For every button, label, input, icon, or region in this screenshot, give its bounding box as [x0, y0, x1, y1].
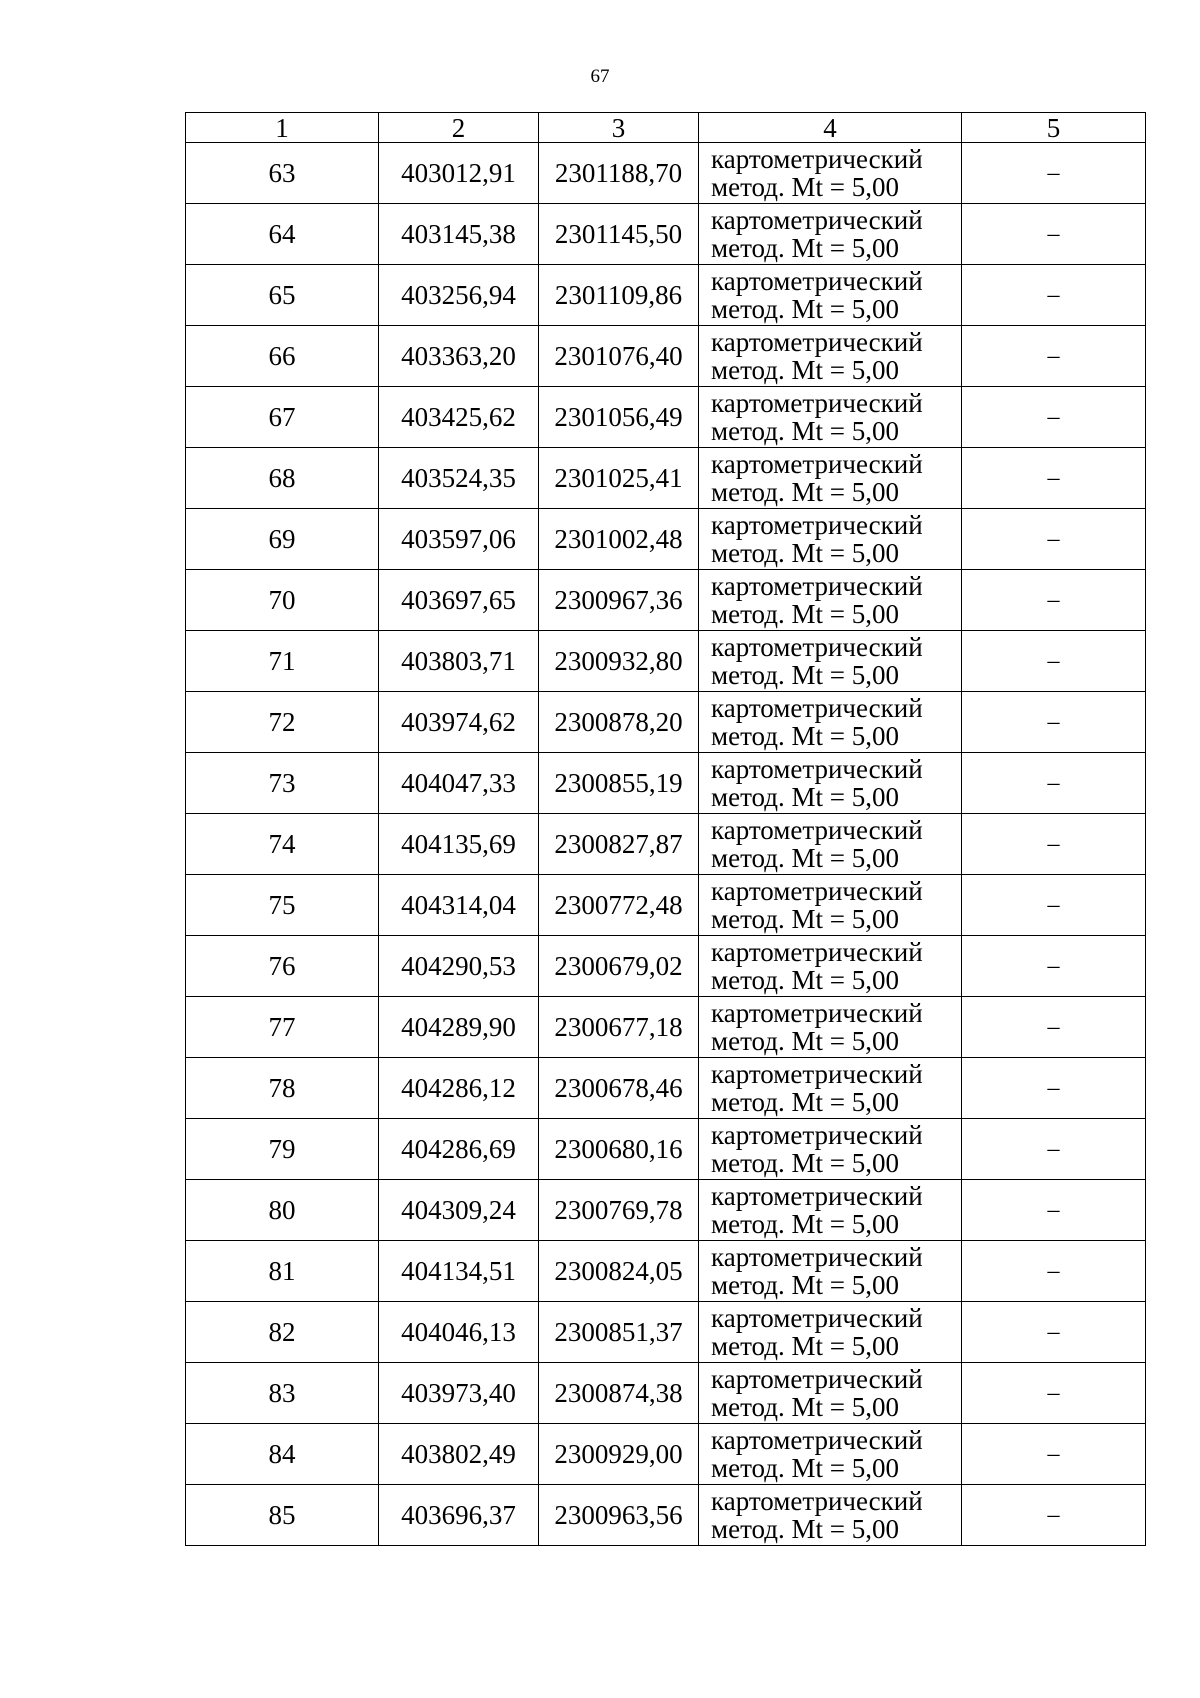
x-coordinate-cell: 403696,37	[379, 1485, 539, 1546]
column-5-cell: –	[962, 692, 1146, 753]
table-row	[186, 1485, 1146, 1546]
y-coordinate-cell: 2300772,48	[539, 875, 699, 936]
table-row	[186, 387, 1146, 448]
column-5-cell: –	[962, 326, 1146, 387]
method-accuracy: метод. Mt = 5,00	[711, 1148, 899, 1178]
point-number-cell: 80	[186, 1180, 379, 1241]
y-coordinate-cell: 2300963,56	[539, 1485, 699, 1546]
method-name: картометрический	[711, 510, 923, 540]
table-row	[186, 692, 1146, 753]
table-row	[186, 265, 1146, 326]
method-cell	[699, 936, 962, 997]
point-number-cell: 63	[186, 143, 379, 204]
table-row	[186, 631, 1146, 692]
y-coordinate-cell: 2300874,38	[539, 1363, 699, 1424]
point-number-cell: 70	[186, 570, 379, 631]
method-accuracy: метод. Mt = 5,00	[711, 172, 899, 202]
method-accuracy: метод. Mt = 5,00	[711, 477, 899, 507]
method-cell	[699, 326, 962, 387]
y-coordinate-cell: 2300678,46	[539, 1058, 699, 1119]
column-5-cell: –	[962, 509, 1146, 570]
table-row	[186, 875, 1146, 936]
x-coordinate-cell: 403363,20	[379, 326, 539, 387]
column-5-cell: –	[962, 1180, 1146, 1241]
method-name: картометрический	[711, 144, 923, 174]
method-cell	[699, 1485, 962, 1546]
column-5-cell: –	[962, 997, 1146, 1058]
column-5-cell: –	[962, 448, 1146, 509]
page-number: 67	[590, 66, 610, 87]
column-5-cell: –	[962, 1302, 1146, 1363]
method-name: картометрический	[711, 571, 923, 601]
table-row	[186, 936, 1146, 997]
point-number-cell: 64	[186, 204, 379, 265]
x-coordinate-cell: 404309,24	[379, 1180, 539, 1241]
method-cell	[699, 1180, 962, 1241]
column-5-cell: –	[962, 387, 1146, 448]
method-accuracy: метод. Mt = 5,00	[711, 1026, 899, 1056]
method-accuracy: метод. Mt = 5,00	[711, 965, 899, 995]
table-row	[186, 570, 1146, 631]
method-cell	[699, 509, 962, 570]
table-body	[186, 143, 1146, 1546]
method-name: картометрический	[711, 815, 923, 845]
column-header: 5	[962, 113, 1146, 143]
coordinates-table	[185, 112, 1146, 1546]
x-coordinate-cell: 404286,69	[379, 1119, 539, 1180]
method-accuracy: метод. Mt = 5,00	[711, 416, 899, 446]
point-number-cell: 83	[186, 1363, 379, 1424]
column-5-cell: –	[962, 936, 1146, 997]
point-number-cell: 85	[186, 1485, 379, 1546]
point-number-cell: 66	[186, 326, 379, 387]
method-accuracy: метод. Mt = 5,00	[711, 538, 899, 568]
y-coordinate-cell: 2301056,49	[539, 387, 699, 448]
method-name: картометрический	[711, 1364, 923, 1394]
y-coordinate-cell: 2300677,18	[539, 997, 699, 1058]
x-coordinate-cell: 403145,38	[379, 204, 539, 265]
point-number-cell: 79	[186, 1119, 379, 1180]
point-number-cell: 82	[186, 1302, 379, 1363]
y-coordinate-cell: 2301076,40	[539, 326, 699, 387]
method-name: картометрический	[711, 1242, 923, 1272]
method-accuracy: метод. Mt = 5,00	[711, 1087, 899, 1117]
method-cell	[699, 875, 962, 936]
y-coordinate-cell: 2301025,41	[539, 448, 699, 509]
column-5-cell: –	[962, 143, 1146, 204]
method-name: картометрический	[711, 1120, 923, 1150]
method-accuracy: метод. Mt = 5,00	[711, 1331, 899, 1361]
y-coordinate-cell: 2301188,70	[539, 143, 699, 204]
method-cell	[699, 1363, 962, 1424]
method-name: картометрический	[711, 693, 923, 723]
method-cell	[699, 631, 962, 692]
method-name: картометрический	[711, 998, 923, 1028]
column-5-cell: –	[962, 1241, 1146, 1302]
x-coordinate-cell: 404289,90	[379, 997, 539, 1058]
method-cell	[699, 1241, 962, 1302]
method-name: картометрический	[711, 388, 923, 418]
table-row	[186, 1424, 1146, 1485]
x-coordinate-cell: 403425,62	[379, 387, 539, 448]
x-coordinate-cell: 404314,04	[379, 875, 539, 936]
table-row	[186, 448, 1146, 509]
table-header-row	[186, 113, 1146, 143]
point-number-cell: 72	[186, 692, 379, 753]
point-number-cell: 78	[186, 1058, 379, 1119]
method-cell	[699, 1424, 962, 1485]
x-coordinate-cell: 404290,53	[379, 936, 539, 997]
table-row	[186, 143, 1146, 204]
method-name: картометрический	[711, 937, 923, 967]
column-header: 4	[699, 113, 962, 143]
method-cell	[699, 692, 962, 753]
table-row	[186, 509, 1146, 570]
method-name: картометрический	[711, 1486, 923, 1516]
y-coordinate-cell: 2300680,16	[539, 1119, 699, 1180]
table-row	[186, 1363, 1146, 1424]
point-number-cell: 71	[186, 631, 379, 692]
method-name: картометрический	[711, 754, 923, 784]
method-accuracy: метод. Mt = 5,00	[711, 599, 899, 629]
point-number-cell: 65	[186, 265, 379, 326]
method-accuracy: метод. Mt = 5,00	[711, 233, 899, 263]
method-accuracy: метод. Mt = 5,00	[711, 1453, 899, 1483]
y-coordinate-cell: 2300827,87	[539, 814, 699, 875]
x-coordinate-cell: 403973,40	[379, 1363, 539, 1424]
method-cell	[699, 753, 962, 814]
table-row	[186, 204, 1146, 265]
column-5-cell: –	[962, 631, 1146, 692]
point-number-cell: 67	[186, 387, 379, 448]
column-5-cell: –	[962, 753, 1146, 814]
column-5-cell: –	[962, 1363, 1146, 1424]
method-name: картометрический	[711, 632, 923, 662]
x-coordinate-cell: 403803,71	[379, 631, 539, 692]
column-5-cell: –	[962, 204, 1146, 265]
y-coordinate-cell: 2301002,48	[539, 509, 699, 570]
x-coordinate-cell: 404046,13	[379, 1302, 539, 1363]
table-row	[186, 814, 1146, 875]
method-name: картометрический	[711, 266, 923, 296]
table-row	[186, 997, 1146, 1058]
x-coordinate-cell: 403802,49	[379, 1424, 539, 1485]
method-name: картометрический	[711, 1425, 923, 1455]
table-row	[186, 1302, 1146, 1363]
column-header: 1	[186, 113, 379, 143]
x-coordinate-cell: 404134,51	[379, 1241, 539, 1302]
point-number-cell: 68	[186, 448, 379, 509]
point-number-cell: 73	[186, 753, 379, 814]
column-5-cell: –	[962, 814, 1146, 875]
method-cell	[699, 448, 962, 509]
method-accuracy: метод. Mt = 5,00	[711, 1270, 899, 1300]
method-accuracy: метод. Mt = 5,00	[711, 1209, 899, 1239]
table-row	[186, 1058, 1146, 1119]
point-number-cell: 74	[186, 814, 379, 875]
method-name: картометрический	[711, 205, 923, 235]
method-cell	[699, 1302, 962, 1363]
method-accuracy: метод. Mt = 5,00	[711, 1514, 899, 1544]
column-5-cell: –	[962, 265, 1146, 326]
method-accuracy: метод. Mt = 5,00	[711, 782, 899, 812]
y-coordinate-cell: 2300855,19	[539, 753, 699, 814]
point-number-cell: 69	[186, 509, 379, 570]
method-cell	[699, 814, 962, 875]
method-accuracy: метод. Mt = 5,00	[711, 660, 899, 690]
method-cell	[699, 204, 962, 265]
x-coordinate-cell: 403256,94	[379, 265, 539, 326]
method-accuracy: метод. Mt = 5,00	[711, 355, 899, 385]
table-row	[186, 1241, 1146, 1302]
method-accuracy: метод. Mt = 5,00	[711, 843, 899, 873]
point-number-cell: 76	[186, 936, 379, 997]
y-coordinate-cell: 2300878,20	[539, 692, 699, 753]
method-name: картометрический	[711, 876, 923, 906]
point-number-cell: 81	[186, 1241, 379, 1302]
y-coordinate-cell: 2300929,00	[539, 1424, 699, 1485]
x-coordinate-cell: 404135,69	[379, 814, 539, 875]
method-cell	[699, 1119, 962, 1180]
table-row	[186, 753, 1146, 814]
method-cell	[699, 387, 962, 448]
y-coordinate-cell: 2300932,80	[539, 631, 699, 692]
table-row	[186, 1119, 1146, 1180]
column-5-cell: –	[962, 875, 1146, 936]
method-name: картометрический	[711, 327, 923, 357]
table-row	[186, 326, 1146, 387]
method-name: картометрический	[711, 1181, 923, 1211]
column-header: 2	[379, 113, 539, 143]
column-5-cell: –	[962, 570, 1146, 631]
y-coordinate-cell: 2300967,36	[539, 570, 699, 631]
x-coordinate-cell: 403974,62	[379, 692, 539, 753]
method-accuracy: метод. Mt = 5,00	[711, 721, 899, 751]
column-header: 3	[539, 113, 699, 143]
y-coordinate-cell: 2301145,50	[539, 204, 699, 265]
column-5-cell: –	[962, 1119, 1146, 1180]
x-coordinate-cell: 403012,91	[379, 143, 539, 204]
x-coordinate-cell: 403697,65	[379, 570, 539, 631]
method-name: картометрический	[711, 1059, 923, 1089]
y-coordinate-cell: 2300824,05	[539, 1241, 699, 1302]
column-5-cell: –	[962, 1058, 1146, 1119]
y-coordinate-cell: 2300769,78	[539, 1180, 699, 1241]
method-cell	[699, 143, 962, 204]
table-row	[186, 1180, 1146, 1241]
point-number-cell: 77	[186, 997, 379, 1058]
method-accuracy: метод. Mt = 5,00	[711, 904, 899, 934]
x-coordinate-cell: 403597,06	[379, 509, 539, 570]
method-name: картометрический	[711, 449, 923, 479]
method-accuracy: метод. Mt = 5,00	[711, 294, 899, 324]
method-accuracy: метод. Mt = 5,00	[711, 1392, 899, 1422]
method-cell	[699, 570, 962, 631]
method-name: картометрический	[711, 1303, 923, 1333]
y-coordinate-cell: 2300679,02	[539, 936, 699, 997]
method-cell	[699, 997, 962, 1058]
column-5-cell: –	[962, 1424, 1146, 1485]
x-coordinate-cell: 404047,33	[379, 753, 539, 814]
method-cell	[699, 1058, 962, 1119]
y-coordinate-cell: 2301109,86	[539, 265, 699, 326]
x-coordinate-cell: 404286,12	[379, 1058, 539, 1119]
y-coordinate-cell: 2300851,37	[539, 1302, 699, 1363]
point-number-cell: 84	[186, 1424, 379, 1485]
x-coordinate-cell: 403524,35	[379, 448, 539, 509]
column-5-cell: –	[962, 1485, 1146, 1546]
method-cell	[699, 265, 962, 326]
point-number-cell: 75	[186, 875, 379, 936]
